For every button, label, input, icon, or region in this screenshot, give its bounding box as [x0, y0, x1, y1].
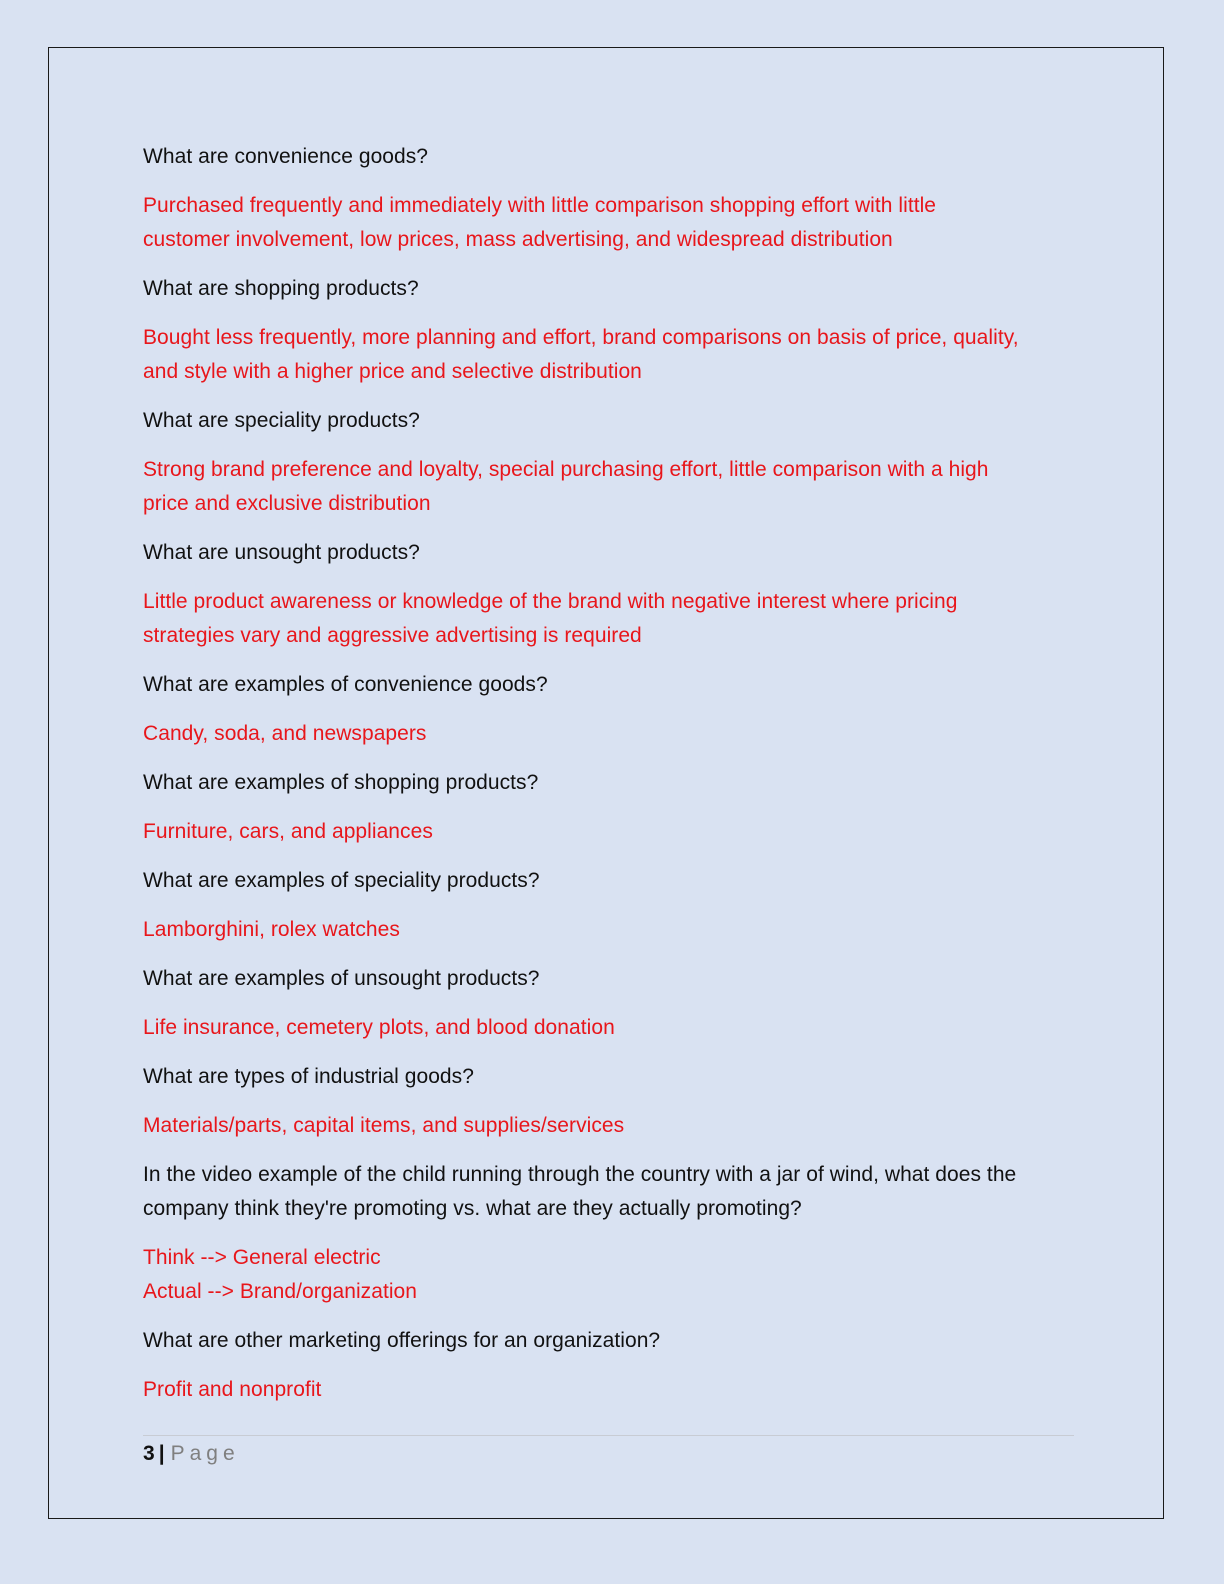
answer	[143, 321, 1078, 389]
footer-divider	[143, 1435, 1074, 1436]
question: What are other marketing offerings for an organization?	[143, 1329, 661, 1352]
page-footer	[143, 1438, 240, 1470]
question: What are examples of shopping products?	[143, 771, 539, 794]
question: What are examples of convenience goods?	[143, 673, 548, 696]
answer	[143, 189, 1078, 257]
question: What are convenience goods?	[143, 145, 429, 168]
footer-separator: |	[158, 1442, 165, 1465]
answer-line: Materials/parts, capital items, and supplies/services	[143, 1114, 625, 1137]
answer-line: Life insurance, cemetery plots, and blood donation	[143, 1016, 615, 1039]
answer-line: Think --> General electric	[143, 1246, 381, 1269]
answer	[143, 717, 1078, 751]
answer	[143, 1011, 1078, 1045]
page-number: 3	[143, 1442, 155, 1465]
question: What are unsought products?	[143, 541, 420, 564]
answer-line: Bought less frequently, more planning and effort, brand comparisons on basis of price, quality,	[143, 326, 1019, 349]
answer	[143, 1241, 1078, 1309]
answer	[143, 1109, 1078, 1143]
answer-line: Candy, soda, and newspapers	[143, 722, 427, 745]
answer-line: strategies vary and aggressive advertising is required	[143, 624, 642, 647]
question: What are examples of unsought products?	[143, 967, 540, 990]
answer	[143, 815, 1078, 849]
question: What are examples of speciality products?	[143, 869, 540, 892]
question: What are shopping products?	[143, 277, 419, 300]
answer-line: Actual --> Brand/organization	[143, 1280, 418, 1303]
answer-line: Furniture, cars, and appliances	[143, 820, 433, 843]
answer-line: Strong brand preference and loyalty, special purchasing effort, little comparison with a high	[143, 458, 989, 481]
answer-line: and style with a higher price and selective distribution	[143, 360, 642, 383]
answer	[143, 585, 1078, 653]
answer-line: price and exclusive distribution	[143, 492, 431, 515]
answer-line: Little product awareness or knowledge of the brand with negative interest where pricing	[143, 590, 958, 613]
question: What are types of industrial goods?	[143, 1065, 474, 1088]
answer-line: Lamborghini, rolex watches	[143, 918, 400, 941]
question: What are speciality products?	[143, 409, 420, 432]
answer	[143, 453, 1078, 521]
answer	[143, 913, 1078, 947]
answer-line: Purchased frequently and immediately with little comparison shopping effort with little	[143, 194, 937, 217]
page-label: Page	[170, 1442, 240, 1465]
answer-line: Profit and nonprofit	[143, 1378, 322, 1401]
answer-line: customer involvement, low prices, mass advertising, and widespread distribution	[143, 228, 893, 251]
answer	[143, 1373, 1078, 1407]
page-content	[143, 140, 1078, 1422]
question: In the video example of the child running through the country with a jar of wind, what does the company think they're promoting vs. what are they actually promoting?	[143, 1163, 1017, 1220]
